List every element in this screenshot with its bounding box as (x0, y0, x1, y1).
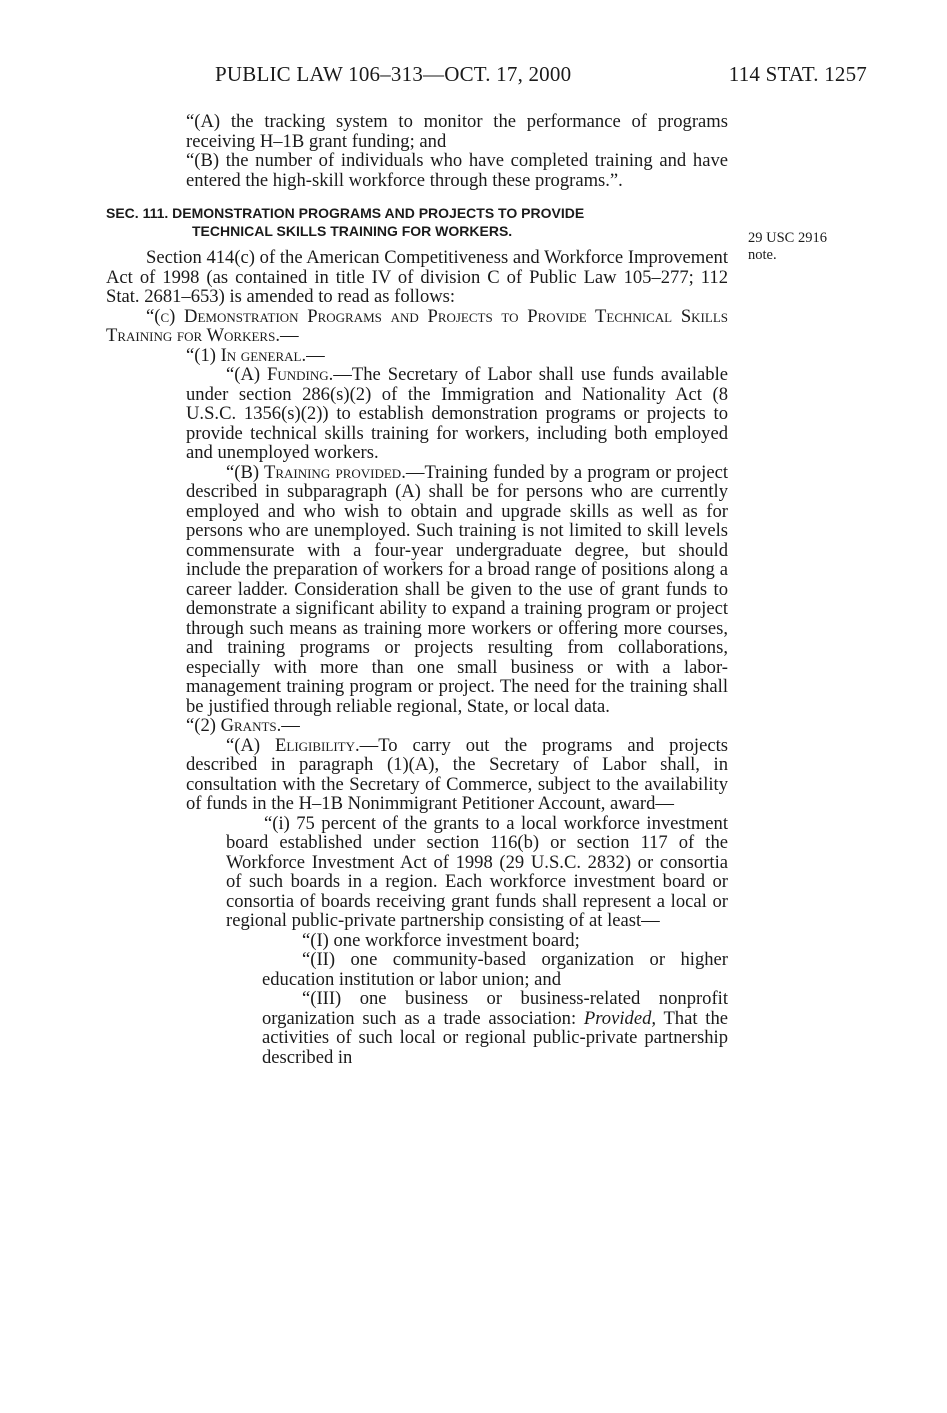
paragraph-a-tracking: “(A) the tracking system to monitor the performance of programs receiving H–1B grant funding; and (186, 111, 728, 152)
subclause-II (106, 950, 728, 989)
subclause-III (106, 989, 728, 1067)
paragraph-eligibility (106, 736, 728, 814)
training-provided-heading: “(B) Training provided. (226, 461, 406, 483)
subclause-II-text: “(II) one community-based organization or higher education institution or labor union; and (262, 949, 728, 990)
paragraph-b-individuals: “(B) the number of individuals who have completed training and have entered the high-skill workforce through these programs.”. (186, 150, 728, 191)
provided-proviso: Provided, (583, 1007, 657, 1029)
margin-note-label: note. (748, 247, 777, 263)
training-provided-body: —Training funded by a program or project described in subparagraph (A) shall be for persons who are currently employed and who wish to obtain and upgrade skills as well as for persons who are unemployed. Such training is not limited to skill levels commensurate with a four-year undergraduate degree, but should include the preparation of workers for a broad range of positions along a career ladder. Consideration shall be given to the use of grant funds to demonstrate a significant ability to expand a training program or project through such means as training more workers or offering more courses, and training programs or projects resulting from collaborations, especially with more than one small business or with a labor-management training program or project. The need for the training shall be justified through reliable regional, State, or local data. (186, 461, 728, 717)
eligibility-body: —To carry out the programs and projects described in paragraph (1)(A), the Secretary of Labor shall, in consultation with the Secretary of Commerce, subject to the availability of funds in the H–1B Nonimmigrant Petitioner Account, award— (186, 734, 729, 814)
subclause-I-text: “(I) one workforce investment board; (302, 929, 580, 951)
page-number: 114 STAT. 1257 (728, 62, 867, 86)
paragraph-training-provided (106, 463, 728, 717)
subclause-III-text: “(III) one business or business-related nonprofit organization such as a trade association: (262, 988, 728, 1029)
section-heading-line-1: SEC. 111. DEMONSTRATION PROGRAMS AND PROJECTS TO PROVIDE (106, 205, 585, 221)
running-header-title: PUBLIC LAW 106–313—OCT. 17, 2000 (215, 62, 572, 86)
paragraph-1-heading: “(1) In general.— (186, 344, 325, 366)
subclause-III-continuation: That the activities of such local or regional public-private partnership described in (262, 1007, 728, 1068)
document-body (106, 112, 728, 1067)
subsection-c-heading: “(c) Demonstration Programs and Projects to Provide Technical Skills Training for Workers.— (106, 305, 728, 346)
paragraph-2-heading: “(2) Grants.— (186, 715, 300, 736)
section-intro-paragraph: Section 414(c) of the American Competitiveness and Workforce Improvement Act of 1998 (as contained in title IV of division C of Public Law 105–277; 112 Stat. 2681–653) is amended to read as follows: (106, 247, 728, 307)
section-heading-line-2: TECHNICAL SKILLS TRAINING FOR WORKERS. (192, 223, 513, 239)
margin-note-citation: 29 USC 2916 (748, 230, 827, 246)
paragraph-funding (106, 365, 728, 463)
funding-heading: “(A) Funding. (226, 364, 334, 385)
clause-i-75-percent (106, 814, 728, 931)
margin-note (748, 230, 827, 264)
clause-i-text: “(i) 75 percent of the grants to a local workforce investment board established under section 116(b) or section 117 of the Workforce Investment Act of 1998 (29 U.S.C. 2832) or consortia of such boards in a region. Each workforce investment board or consortia of boards receiving grant funds shall represent a local or regional public-private partnership consisting of at least— (226, 812, 728, 931)
eligibility-heading: “(A) Eligibility. (226, 734, 360, 756)
section-heading (106, 204, 728, 240)
subclause-I (106, 931, 728, 951)
funding-body: —The Secretary of Labor shall use funds available under section 286(s)(2) of the Immigration and Nationality Act (8 U.S.C. 1356(s)(2)) to establish demonstration programs or projects to provide technical skills training for workers, including both employed and unemployed workers. (186, 364, 728, 463)
